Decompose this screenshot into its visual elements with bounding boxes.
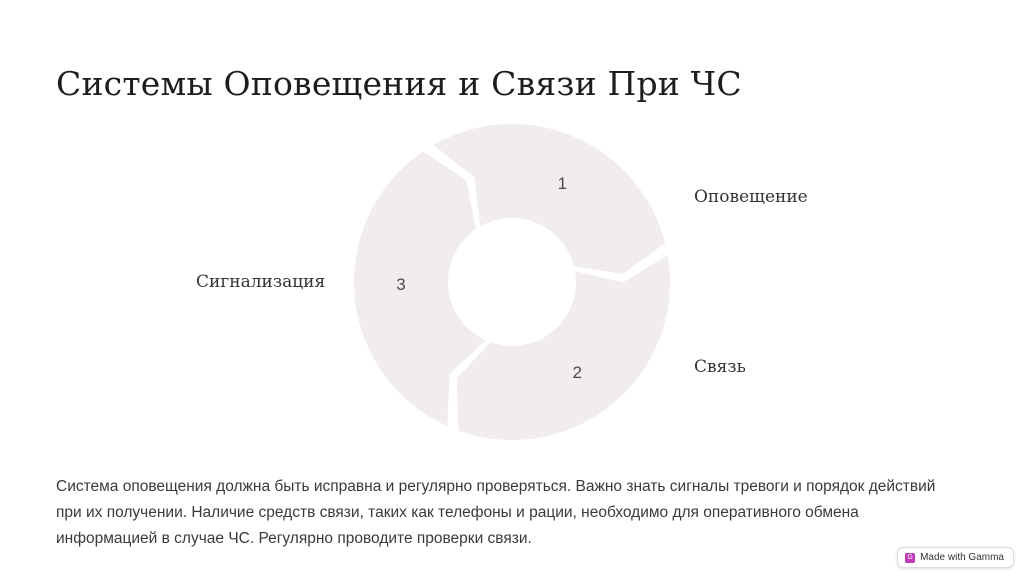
segment-number-notification: 2 [572, 362, 582, 382]
segment-number-communication: 3 [396, 274, 406, 294]
segment-label-signaling: Сигнализация [196, 272, 326, 292]
gamma-logo-icon: G [905, 553, 915, 563]
cycle-segment-notification [457, 255, 670, 440]
segment-label-communication: Связь [694, 357, 746, 377]
segment-label-notification: Оповещение [694, 187, 808, 207]
page-title: Системы Оповещения и Связи При ЧС [56, 64, 742, 104]
badge-label: Made with Gamma [920, 552, 1004, 563]
description-text: Система оповещения должна быть исправна и регулярно проверяться. Важно знать сигналы тревоги и порядок действий при их получении. Наличие средств связи, таких как телефоны и рации, необходимо для оперативного обмена информацией в случае ЧС. Регулярно проводите проверки связи. [56, 477, 936, 547]
made-with-gamma-badge[interactable] [897, 547, 1014, 568]
segment-number-signaling: 1 [557, 174, 568, 194]
